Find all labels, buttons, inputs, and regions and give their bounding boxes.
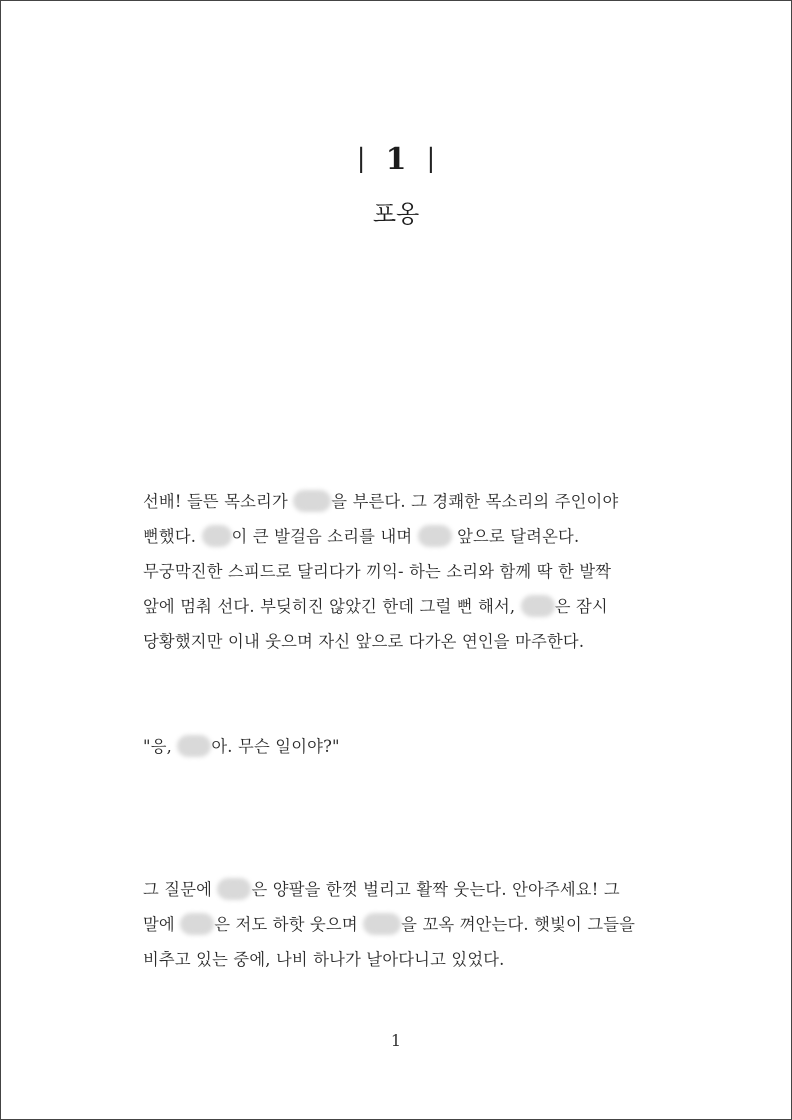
redacted-name [202,525,232,547]
text-segment: 말에 [143,915,181,934]
text-segment: 선배! 들뜬 목소리가 [143,492,294,511]
text-segment: 은 양팔을 한껏 벌리고 활짝 웃는다. 안아주세요! 그 [251,880,620,899]
redacted-name [180,913,214,935]
chapter-title: 포옹 [372,200,420,228]
text-line [143,554,663,589]
redacted-name [217,878,251,900]
text-segment: 을 부른다. 그 경쾌한 목소리의 주인이야 [331,492,619,511]
paragraph-narration-2 [143,872,663,977]
text-segment: 은 저도 하핫 웃으며 [214,915,364,934]
chapter-number: 1 [385,142,407,177]
text-line [143,519,663,554]
chapter-bar-left: | [356,144,366,174]
redacted-name [418,525,452,547]
text-segment: 은 잠시 [554,597,608,616]
text-line [143,729,663,764]
text-segment: 뻔했다. [143,527,202,546]
text-segment: 무궁막진한 스피드로 달리다가 끼익- 하는 소리와 함께 딱 한 발짝 [143,562,612,581]
chapter-bar-right: | [426,144,436,174]
redacted-name [177,735,211,757]
text-segment: 앞으로 달려온다. [451,527,580,546]
text-segment: 그 질문에 [143,880,218,899]
text-line [143,907,663,942]
text-segment: 앞에 멈춰 선다. 부딪히진 않았긴 한데 그럴 뻔 해서, [143,597,521,616]
text-line [143,589,663,624]
paragraph-narration-1 [143,484,663,659]
text-line [143,484,663,519]
text-line [143,624,663,659]
text-line [143,872,663,907]
redacted-name [521,595,555,617]
text-line [143,942,663,977]
redacted-name [293,490,331,512]
text-segment: 을 꼬옥 껴안는다. 햇빛이 그들을 [401,915,636,934]
text-segment: 당황했지만 이내 웃으며 자신 앞으로 다가온 연인을 마주한다. [143,632,585,651]
text-segment: 이 큰 발걸음 소리를 내며 [231,527,418,546]
text-segment: "응, [143,737,178,756]
redacted-name [363,913,401,935]
text-segment: 비추고 있는 중에, 나비 하나가 날아다니고 있었다. [143,950,505,969]
chapter-heading [1,139,791,230]
chapter-number-row [1,139,791,180]
paragraph-dialogue [143,729,663,764]
text-segment: 아. 무슨 일이야?" [211,737,340,756]
page-number: 1 [390,1031,402,1050]
